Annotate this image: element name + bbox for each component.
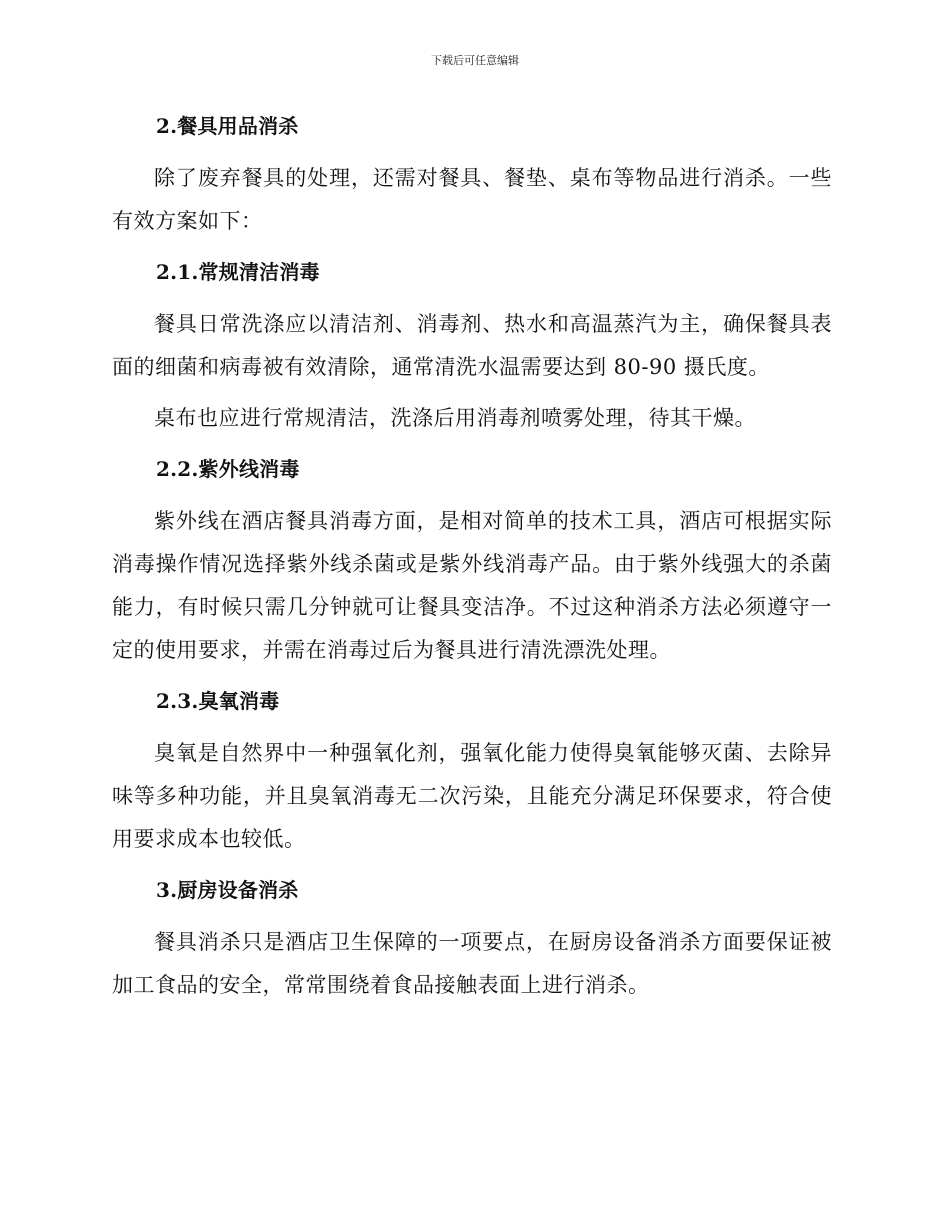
page-header: 下载后可任意编辑 [431, 54, 519, 67]
section-heading-2-2: 2.2.紫外线消毒 [156, 457, 300, 481]
paragraph: 桌布也应进行常规清洁，洗涤后用消毒剂喷雾处理，待其干燥。 [154, 406, 756, 430]
paragraph: 除了废弃餐具的处理，还需对餐具、餐垫、桌布等物品进行消杀。一些有效方案如下： [112, 166, 832, 233]
paragraph: 餐具消杀只是酒店卫生保障的一项要点，在厨房设备消杀方面要保证被加工食品的安全，常常围绕着食品接触表面上进行消杀。 [112, 930, 832, 997]
section-heading-3: 3.厨房设备消杀 [156, 878, 299, 902]
document-body [112, 105, 832, 1015]
paragraph: 餐具日常洗涤应以清洁剂、消毒剂、热水和高温蒸汽为主，确保餐具表面的细菌和病毒被有效清除，通常清洗水温需要达到 80-90 摄氏度。 [112, 312, 832, 379]
section-heading-2-1: 2.1.常规清洁消毒 [156, 260, 320, 284]
section-heading-2: 2.餐具用品消杀 [156, 114, 299, 138]
paragraph: 臭氧是自然界中一种强氧化剂，强氧化能力使得臭氧能够灭菌、去除异味等多种功能，并且臭氧消毒无二次污染，且能充分满足环保要求，符合使用要求成本也较低。 [112, 741, 832, 851]
paragraph: 紫外线在酒店餐具消毒方面，是相对简单的技术工具，酒店可根据实际消毒操作情况选择紫外线杀菌或是紫外线消毒产品。由于紫外线强大的杀菌能力，有时候只需几分钟就可让餐具变洁净。不过这种消杀方法必须遵守一定的使用要求，并需在消毒过后为餐具进行清洗漂洗处理。 [112, 509, 832, 662]
section-heading-2-3: 2.3.臭氧消毒 [156, 689, 280, 713]
